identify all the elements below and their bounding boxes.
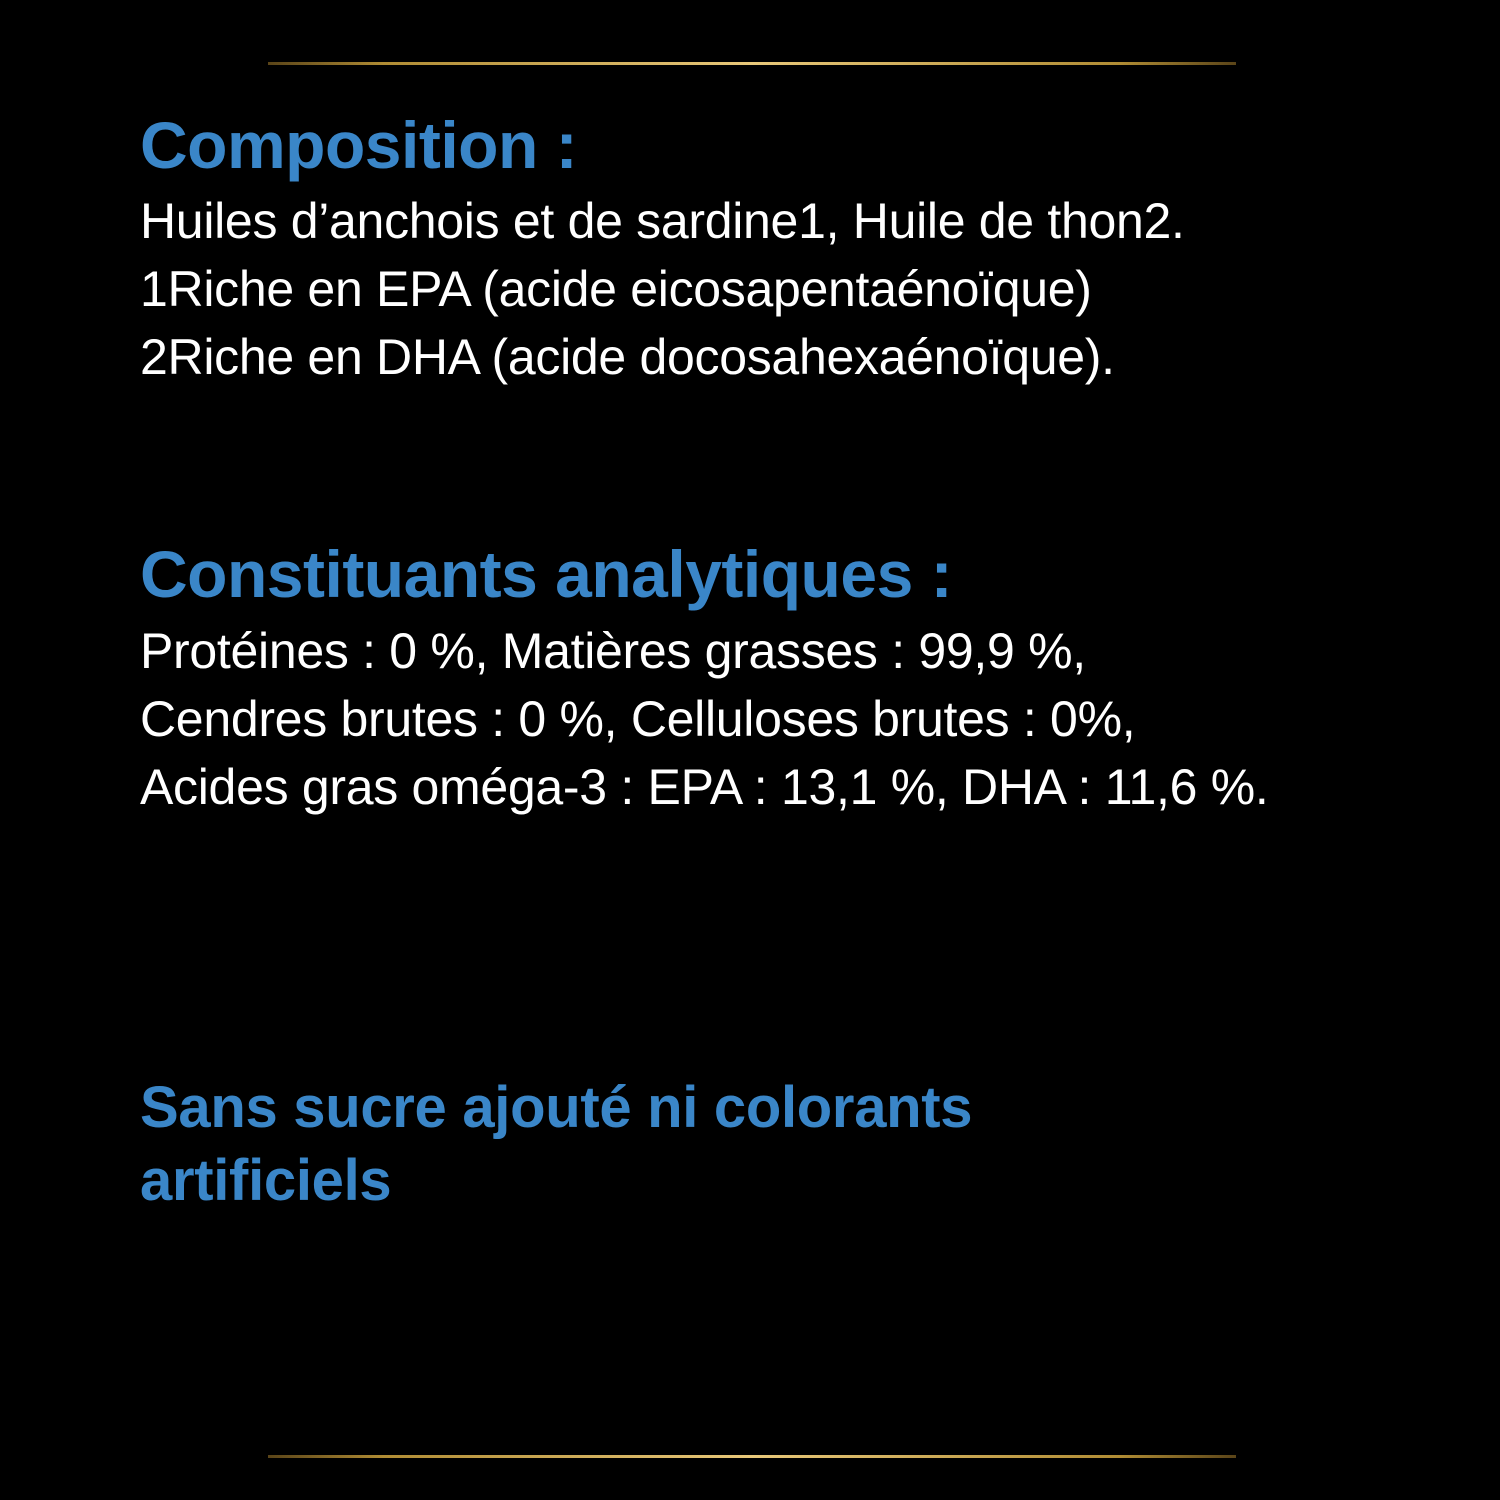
composition-heading: Composition :	[140, 108, 578, 182]
composition-section	[140, 110, 1440, 391]
section-spacer-2	[140, 821, 1440, 1071]
product-claim-text: Sans sucre ajouté ni colorants artificiels	[140, 1074, 973, 1213]
section-spacer-1	[140, 391, 1440, 539]
composition-line-3: 2Riche en DHA (acide docosahexaénoïque).	[140, 329, 1115, 386]
label-content	[140, 110, 1440, 1217]
analytical-line-2: Cendres brutes : 0 %, Celluloses brutes : 0%,	[140, 690, 1136, 747]
analytical-line-1: Protéines : 0 %, Matières grasses : 99,9 %,	[140, 622, 1086, 679]
bottom-divider-rule	[268, 1455, 1236, 1458]
analytical-constituents-section	[140, 539, 1440, 820]
composition-line-1: Huiles d’anchois et de sardine1, Huile de thon2.	[140, 193, 1185, 250]
composition-line-2: 1Riche en EPA (acide eicosapentaénoïque)	[140, 261, 1092, 318]
top-divider-rule	[268, 62, 1236, 65]
analytical-line-3: Acides gras oméga-3 : EPA : 13,1 %, DHA : 11,6 %.	[140, 758, 1269, 815]
analytical-constituents-heading: Constituants analytiques :	[140, 537, 953, 612]
